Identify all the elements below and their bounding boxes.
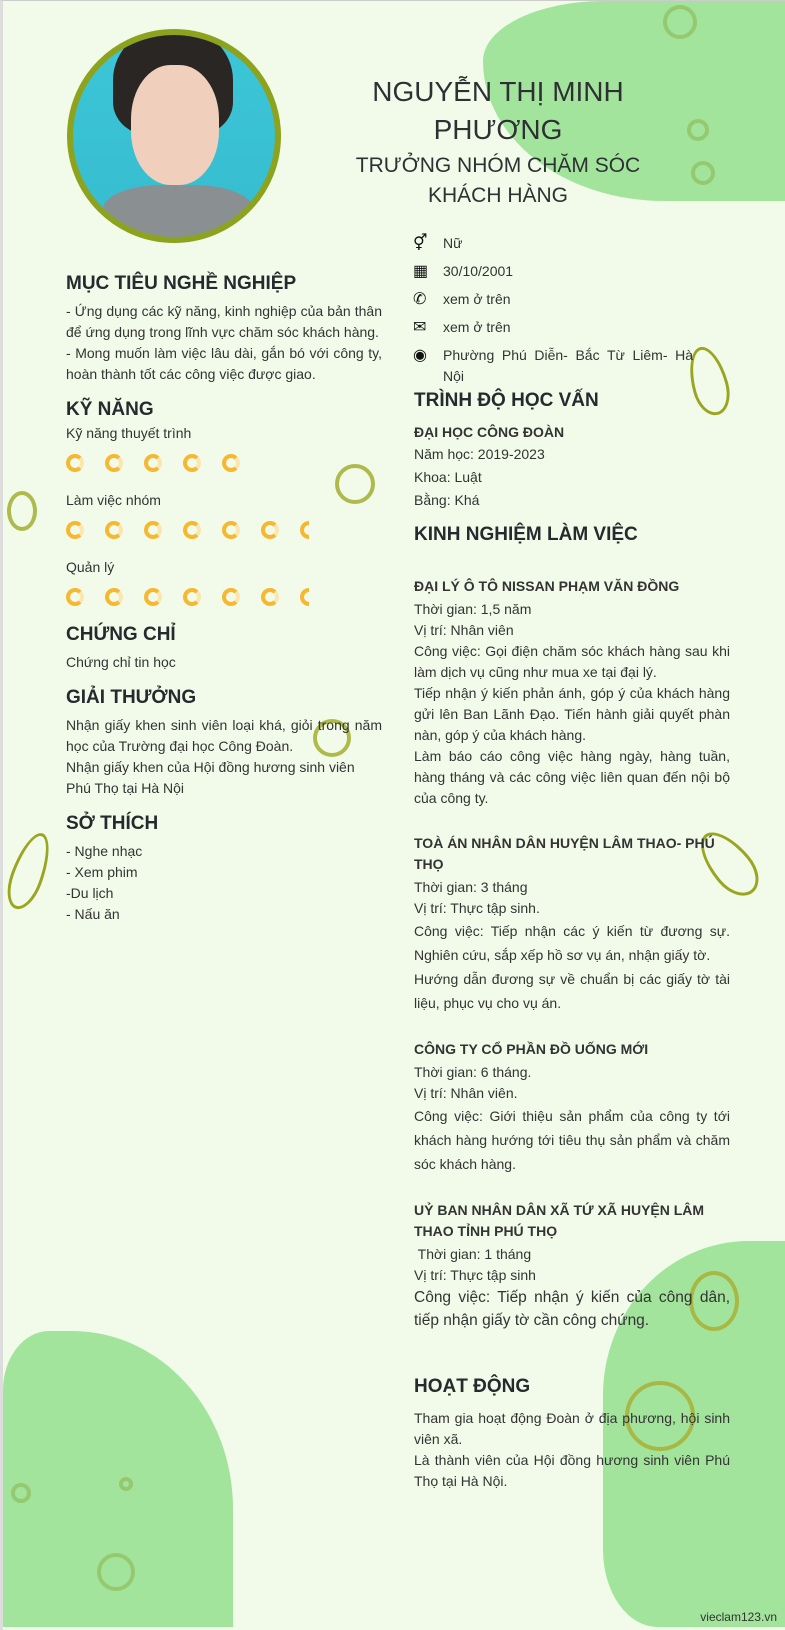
birthday-text: 30/10/2001 [443,263,514,279]
hobby-item: -Du lịch [66,885,114,901]
education-heading: TRÌNH ĐỘ HỌC VẤN [414,390,599,411]
skill-rating [66,588,382,606]
job-line: Vị trí: Nhân viên [414,622,514,638]
profile-photo [67,29,281,243]
decor-ring [663,5,697,39]
gender-icon: ⚥ [413,235,428,252]
job-line: Thời gian: 1,5 năm [414,601,532,617]
company-name: CÔNG TY CỔ PHẦN ĐỒ UỐNG MỚI [414,1041,649,1057]
contact-info [413,233,713,394]
objective-line: - Mong muốn làm việc lâu dài, gắn bó với công ty, hoàn thành tốt các công việc được giao. [66,345,382,382]
info-email [413,317,713,338]
activity-item: Tham gia hoạt động Đoàn ở địa phương, hội sinh viên xã. [414,1410,730,1447]
award-item: Nhận giấy khen của Hội đồng hương sinh viên Phú Thọ tại Hà Nội [66,759,355,796]
gender-text: Nữ [443,235,463,251]
right-column [414,390,730,1356]
left-column [66,273,382,925]
hobby-item: - Nấu ăn [66,906,120,922]
phone-text: xem ở trên [443,291,511,307]
job-line: Thời gian: 6 tháng. [414,1064,532,1080]
job-title: TRƯỞNG NHÓM CHĂM SÓC KHÁCH HÀNG [355,154,641,207]
skills-heading: KỸ NĂNG [66,399,154,420]
job-line: Công việc: Giới thiệu sản phẩm của công ty tới khách hàng hướng tới tiêu thụ sản phẩm và chăm sóc khách hàng. [414,1108,730,1172]
education-line: Năm học: 2019-2023 [414,446,545,462]
job-line: Vị trí: Nhân viên. [414,1085,518,1101]
info-address [413,345,713,387]
email-icon: ✉ [413,319,427,336]
skill-rating [66,521,382,539]
experience-heading: KINH NGHIỆM LÀM VIỆC [414,524,638,545]
awards-heading: GIẢI THƯỞNG [66,687,197,708]
education-line: Bằng: Khá [414,492,480,508]
decor-ring [119,1477,133,1491]
activities-heading: HOẠT ĐỘNG [414,1376,531,1397]
objective-heading: MỤC TIÊU NGHỀ NGHIỆP [66,273,297,294]
decor-ring [97,1553,135,1591]
decor-ring [7,491,37,531]
job-line: Thời gian: 3 tháng [414,879,528,895]
email-text: xem ở trên [443,319,511,335]
address-text: Phường Phú Diễn- Bắc Từ Liêm- Hà Nội [443,347,693,384]
skill-rating [66,454,382,472]
decor-ring [687,119,709,141]
education-line: Khoa: Luật [414,469,482,485]
job-line: Công việc: Gọi điện chăm sóc khách hàng sau khi làm dịch vụ cũng như mua xe tại đại lý. [414,643,730,680]
job-line: Làm báo cáo công việc hàng ngày, hàng tuần, hàng tháng và các công việc liên quan đến nội bộ của công ty. [414,748,730,806]
location-icon: ◉ [413,347,427,364]
job-line: Thời gian: 1 tháng [414,1246,532,1262]
company-name: ĐẠI LÝ Ô TÔ NISSAN PHẠM VĂN ĐỒNG [414,578,680,594]
company-name: UỶ BAN NHÂN DÂN XÃ TỨ XÃ HUYỆN LÂM THAO TỈNH PHÚ THỌ [414,1202,705,1239]
hobbies-heading: SỞ THÍCH [66,813,159,834]
company-name: TOÀ ÁN NHÂN DÂN HUYỆN LÂM THAO- PHÚ THỌ [414,835,715,872]
candidate-name: NGUYỄN THỊ MINH PHƯƠNG [372,76,624,145]
job-line: Tiếp nhận ý kiến phản ánh, góp ý của khách hàng gửi lên Ban Lãnh Đạo. Tiến hành giải quyết phàn nàn, góp ý của khách hàng. [414,685,730,743]
activities-section [414,1376,730,1492]
skill-name: Kỹ năng thuyết trình [66,425,192,441]
hobby-item: - Xem phim [66,864,138,880]
info-birthday [413,261,713,282]
watermark: vieclam123.vn [700,1610,777,1624]
award-item: Nhận giấy khen sinh viên loại khá, giỏi trong năm học của Trường đại học Công Đoàn. [66,717,382,754]
job-line: Công việc: Tiếp nhận các ý kiến từ đương sự. Nghiên cứu, sắp xếp hồ sơ vụ án, nhận giấy tờ. [414,923,730,963]
activity-item: Là thành viên của Hội đồng hương sinh viên Phú Thọ tại Hà Nội. [414,1452,730,1489]
skill-name: Quản lý [66,559,115,575]
leaf-decoration [0,828,57,914]
job-entry [414,1039,730,1176]
job-line: Hướng dẫn đương sự về chuẩn bị các giấy tờ tài liệu, phục vụ cho vụ án. [414,971,730,1011]
decor-ring [691,161,715,185]
job-entry [414,833,730,1015]
hobby-item: - Nghe nhạc [66,843,143,859]
job-line: Vị trí: Thực tập sinh [414,1267,536,1283]
job-entry [414,1200,730,1332]
info-gender [413,233,713,254]
school-name: ĐẠI HỌC CÔNG ĐOÀN [414,424,565,440]
job-entry [414,576,730,809]
certificates-heading: CHỨNG CHỈ [66,624,176,645]
info-phone [413,289,713,310]
decor-ring [11,1483,31,1503]
phone-icon: ✆ [413,291,427,308]
calendar-icon: ▦ [413,263,429,280]
job-line: Công việc: Tiếp nhận ý kiến của công dân, tiếp nhận giấy tờ cần công chứng. [414,1289,730,1329]
objective-line: - Ứng dụng các kỹ năng, kinh nghiệp của bản thân để ứng dụng trong lĩnh vực chăm sóc khách hàng. [66,303,382,340]
skill-name: Làm việc nhóm [66,492,161,508]
certificate-item: Chứng chỉ tin học [66,654,176,670]
job-line: Vị trí: Thực tập sinh. [414,900,540,916]
